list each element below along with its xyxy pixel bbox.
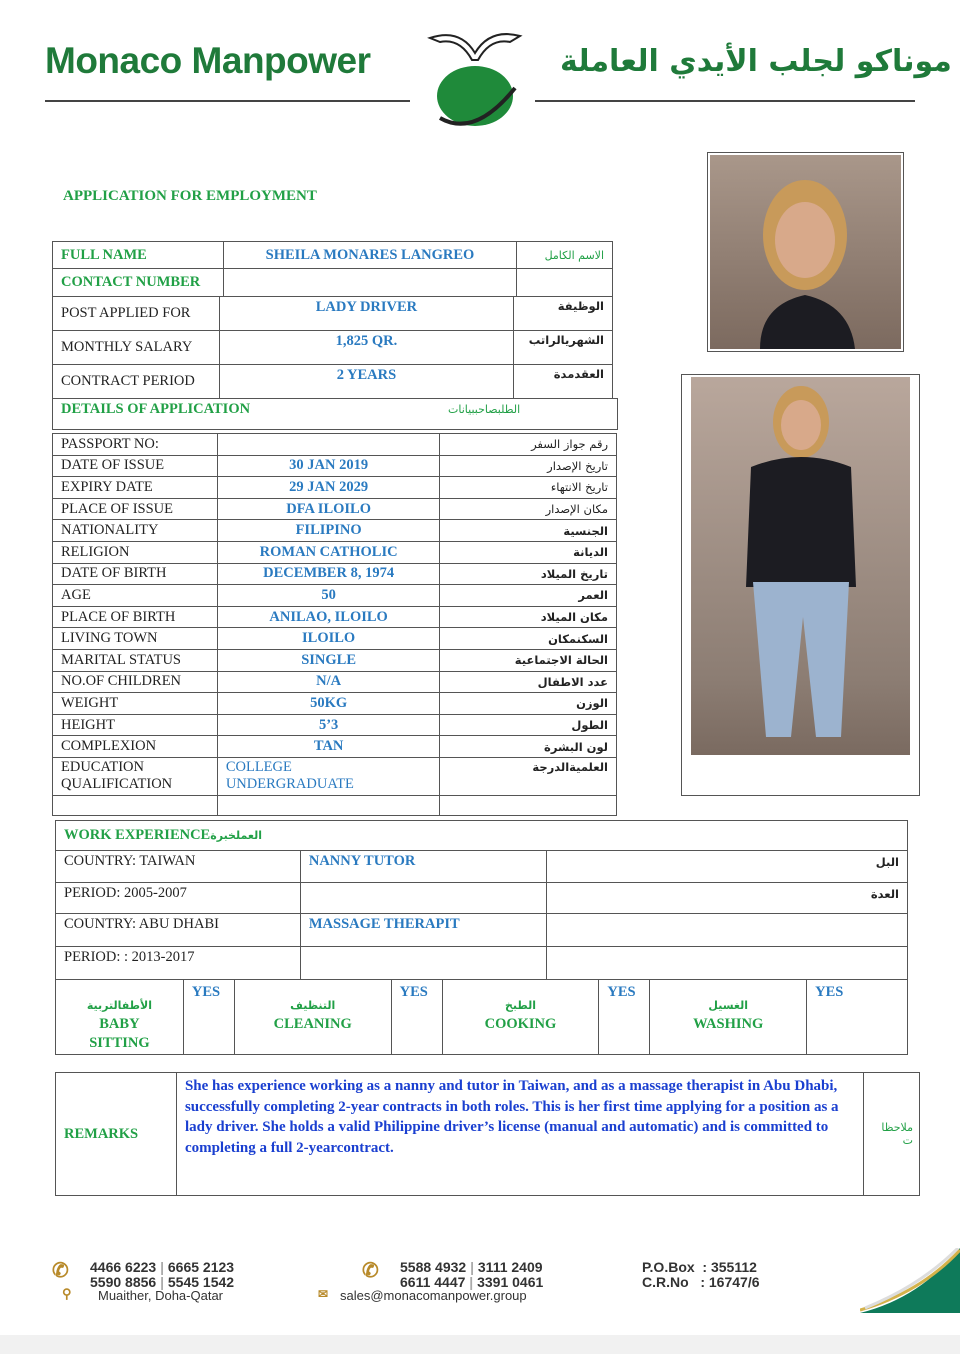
header-divider (45, 100, 410, 102)
field-label: FULL NAME (53, 242, 224, 269)
name-table (52, 241, 613, 297)
field-label: DATE OF BIRTH (53, 563, 218, 585)
phone-number: 6665 2123 (167, 1259, 235, 1275)
phone-number: 5545 1542 (167, 1274, 235, 1290)
table-row (53, 795, 617, 815)
field-value (217, 434, 440, 456)
field-label-arabic: تاريخ الميلاد (440, 563, 617, 585)
work-label-arabic (546, 947, 907, 980)
skill-label-arabic: الأطفالتربية (86, 999, 152, 1012)
company-registration (642, 1260, 760, 1290)
table-row (56, 947, 908, 980)
remarks-table (55, 1072, 920, 1196)
phone-number: 5588 4932 (400, 1259, 467, 1275)
field-label: COMPLEXION (53, 736, 218, 758)
phone-number: 4466 6223 (90, 1259, 157, 1275)
field-value: 1,825 QR. (219, 331, 513, 365)
phone-number: 3391 0461 (477, 1274, 544, 1290)
table-row (53, 757, 617, 795)
field-value: FILIPINO (217, 520, 440, 542)
details-label: DETAILS OF APPLICATION (61, 401, 251, 417)
field-label-arabic: العلميةالدرجة (440, 757, 617, 795)
table-row (56, 851, 908, 883)
field-label: LIVING TOWN (53, 628, 218, 650)
skill-label-arabic: التنظيف (290, 999, 336, 1012)
field-label-arabic: العمر (440, 585, 617, 607)
work-detail: COUNTRY: ABU DHABI (56, 914, 301, 947)
field-value: DECEMBER 8, 1974 (217, 563, 440, 585)
skill-label-english: COOKING (484, 1016, 557, 1032)
field-label-arabic: الحالة الاجتماعية (440, 649, 617, 671)
work-experience-label-arabic: العملخبرة (210, 829, 262, 842)
field-label: NATIONALITY (53, 520, 218, 542)
table-row (53, 455, 617, 477)
table-row (56, 914, 908, 947)
education-label-line: EDUCATION (61, 759, 144, 776)
details-label-arabic: الطلبصاحببيانات (448, 403, 521, 416)
work-position (300, 882, 546, 914)
form-title: APPLICATION FOR EMPLOYMENT (63, 188, 317, 204)
work-label-arabic (546, 914, 907, 947)
field-label: PLACE OF BIRTH (53, 606, 218, 628)
skill-label (56, 980, 184, 1055)
field-value: DFA ILOILO (217, 498, 440, 520)
field-label: PLACE OF ISSUE (53, 498, 218, 520)
education-value-line: UNDERGRADUATE (225, 776, 354, 793)
field-value: TAN (217, 736, 440, 758)
field-value: SINGLE (217, 649, 440, 671)
field-label-arabic: الجنسية (440, 520, 617, 542)
person-portrait-icon (710, 155, 901, 349)
field-label-arabic: رقم جواز السفر (440, 434, 617, 456)
field-label: POST APPLIED FOR (53, 297, 220, 331)
field-value: 29 JAN 2029 (217, 477, 440, 499)
phone-number: 3111 2409 (477, 1259, 543, 1275)
table-row (53, 563, 617, 585)
field-label-arabic: الاسم الكامل (517, 242, 613, 269)
remarks-text: She has experience working as a nanny and tutor in Taiwan, and as a massage therapist in Abu Dhabi, successfully completing 2-year contracts in both roles. This is her first time applying for a position as a lady driver. She holds a valid Philippine driver’s license (manual and automatic) and is committed to completing a full 2-yearcontract. (176, 1073, 863, 1196)
field-label-arabic: مكان الإصدار (440, 498, 617, 520)
work-position (300, 947, 546, 980)
field-value: ROMAN CATHOLIC (217, 541, 440, 563)
table-row (53, 585, 617, 607)
phone-group: 5588 4932 | 3111 2409 6611 4447 | 3391 0461 (400, 1259, 544, 1290)
table-row (53, 736, 617, 758)
table-row (53, 297, 613, 331)
table-row (56, 821, 908, 851)
field-label: AGE (53, 585, 218, 607)
email-icon: ✉ (318, 1287, 329, 1301)
field-label-arabic: عدد الاطفال (440, 671, 617, 693)
work-label-arabic: العدة (546, 882, 907, 914)
full-name-value: SHEILA MONARES LANGREO (223, 242, 516, 269)
phone-icon: ✆ (362, 1260, 379, 1282)
full-body-image (691, 377, 910, 755)
phone-group: 4466 6223 | 6665 2123 5590 8856 | 5545 1542 (90, 1259, 235, 1290)
field-label-arabic: السكنمكان (440, 628, 617, 650)
personal-details-table (52, 433, 617, 816)
field-label: CONTACT NUMBER (53, 269, 224, 297)
work-experience-table (55, 820, 908, 851)
skill-value: YES (807, 980, 908, 1055)
footer (50, 1260, 950, 1310)
work-experience-header (56, 821, 908, 851)
work-detail: PERIOD: : 2013-2017 (56, 947, 301, 980)
skill-value: YES (183, 980, 234, 1055)
field-label: RELIGION (53, 541, 218, 563)
table-row (53, 671, 617, 693)
skill-label-english: SITTING (89, 1035, 150, 1051)
field-value: N/A (217, 671, 440, 693)
empty-cell (53, 795, 218, 815)
field-label: MONTHLY SALARY (53, 331, 220, 365)
field-label-arabic: الشهريالراتب (514, 331, 613, 365)
field-label: HEIGHT (53, 714, 218, 736)
table-row (53, 693, 617, 715)
footer-swoosh-decoration (860, 1248, 960, 1313)
table-row (53, 498, 617, 520)
contact-number-value (223, 269, 516, 297)
table-row (53, 269, 613, 297)
location-icon: ⚲ (62, 1286, 72, 1301)
work-experience-label: WORK EXPERIENCE (64, 827, 211, 843)
table-row (53, 628, 617, 650)
table-row (53, 714, 617, 736)
skill-label-english: WASHING (693, 1016, 764, 1032)
empty-cell (440, 795, 617, 815)
skill-label (442, 980, 599, 1055)
table-row (53, 434, 617, 456)
table-row (53, 242, 613, 269)
field-label-arabic: تاريخ الإصدار (440, 455, 617, 477)
table-row (56, 980, 908, 1055)
table-row (53, 649, 617, 671)
field-value: 50KG (217, 693, 440, 715)
table-row (53, 365, 613, 399)
field-label-arabic: الطول (440, 714, 617, 736)
portrait-photo (707, 152, 904, 352)
education-label (53, 757, 218, 795)
work-position: MASSAGE THERAPIT (300, 914, 546, 947)
field-label: DATE OF ISSUE (53, 455, 218, 477)
portrait-image (710, 155, 901, 349)
field-value: LADY DRIVER (219, 297, 513, 331)
field-label-arabic: الوظيفة (514, 297, 613, 331)
phone-number: 5590 8856 (90, 1274, 157, 1290)
education-value (217, 757, 440, 795)
field-label: NO.OF CHILDREN (53, 671, 218, 693)
skill-value: YES (391, 980, 442, 1055)
work-detail: COUNTRY: TAIWAN (56, 851, 301, 883)
phone-icon: ✆ (52, 1260, 69, 1282)
skills-table (55, 979, 908, 1055)
field-label-arabic: مكان الميلاد (440, 606, 617, 628)
work-label-arabic: البل (546, 851, 907, 883)
job-table (52, 296, 613, 399)
email-address: sales@monacomanpower.group (340, 1288, 527, 1303)
empty-cell (217, 795, 440, 815)
skill-label (234, 980, 391, 1055)
company-logo-text: Monaco Manpower (45, 40, 371, 81)
field-label: EXPIRY DATE (53, 477, 218, 499)
person-full-body-icon (691, 377, 910, 755)
cr-number: C.R.No : 16747/6 (642, 1274, 760, 1290)
remarks-label-arabic: ملاحظا ت (864, 1073, 920, 1196)
work-detail: PERIOD: 2005-2007 (56, 882, 301, 914)
table-row (53, 520, 617, 542)
field-label: WEIGHT (53, 693, 218, 715)
table-row (53, 606, 617, 628)
field-label: MARITAL STATUS (53, 649, 218, 671)
skill-label-arabic: الغسيل (708, 999, 749, 1012)
company-logo-arabic: موناكو لجلب الأيدي العاملة (560, 44, 952, 79)
details-section-header (52, 398, 618, 430)
full-body-photo (681, 374, 920, 796)
remarks-label: REMARKS (56, 1073, 177, 1196)
field-label-arabic: لون البشرة (440, 736, 617, 758)
field-label-arabic: تاريخ الانتهاء (440, 477, 617, 499)
education-value-line: COLLEGE (225, 759, 292, 776)
field-value: 30 JAN 2019 (217, 455, 440, 477)
skill-value: YES (599, 980, 650, 1055)
field-label-arabic (517, 269, 613, 297)
field-label-arabic: الوزن (440, 693, 617, 715)
header-divider (535, 100, 915, 102)
table-row (53, 331, 613, 365)
field-label: PASSPORT NO: (53, 434, 218, 456)
education-label-line: QUALIFICATION (61, 776, 173, 793)
field-value: 2 YEARS (219, 365, 513, 399)
field-label-arabic: العقدمدة (514, 365, 613, 399)
field-label-arabic: الديانة (440, 541, 617, 563)
skill-label-english: BABY (99, 1016, 140, 1032)
company-emblem-icon (420, 28, 530, 128)
field-value: 5’3 (217, 714, 440, 736)
skill-label-english: CLEANING (273, 1016, 352, 1032)
table-row (56, 1073, 920, 1196)
skill-label-arabic: الطبخ (504, 999, 536, 1012)
field-value: ILOILO (217, 628, 440, 650)
address: Muaither, Doha-Qatar (98, 1288, 224, 1303)
phone-number: 6611 4447 (400, 1274, 466, 1290)
table-row (53, 477, 617, 499)
skill-label (650, 980, 807, 1055)
work-history-table (55, 850, 908, 980)
po-box: P.O.Box : 355112 (642, 1259, 757, 1275)
table-row (56, 882, 908, 914)
work-position: NANNY TUTOR (300, 851, 546, 883)
field-value: ANILAO, ILOILO (217, 606, 440, 628)
field-label: CONTRACT PERIOD (53, 365, 220, 399)
field-value: 50 (217, 585, 440, 607)
table-row (53, 541, 617, 563)
